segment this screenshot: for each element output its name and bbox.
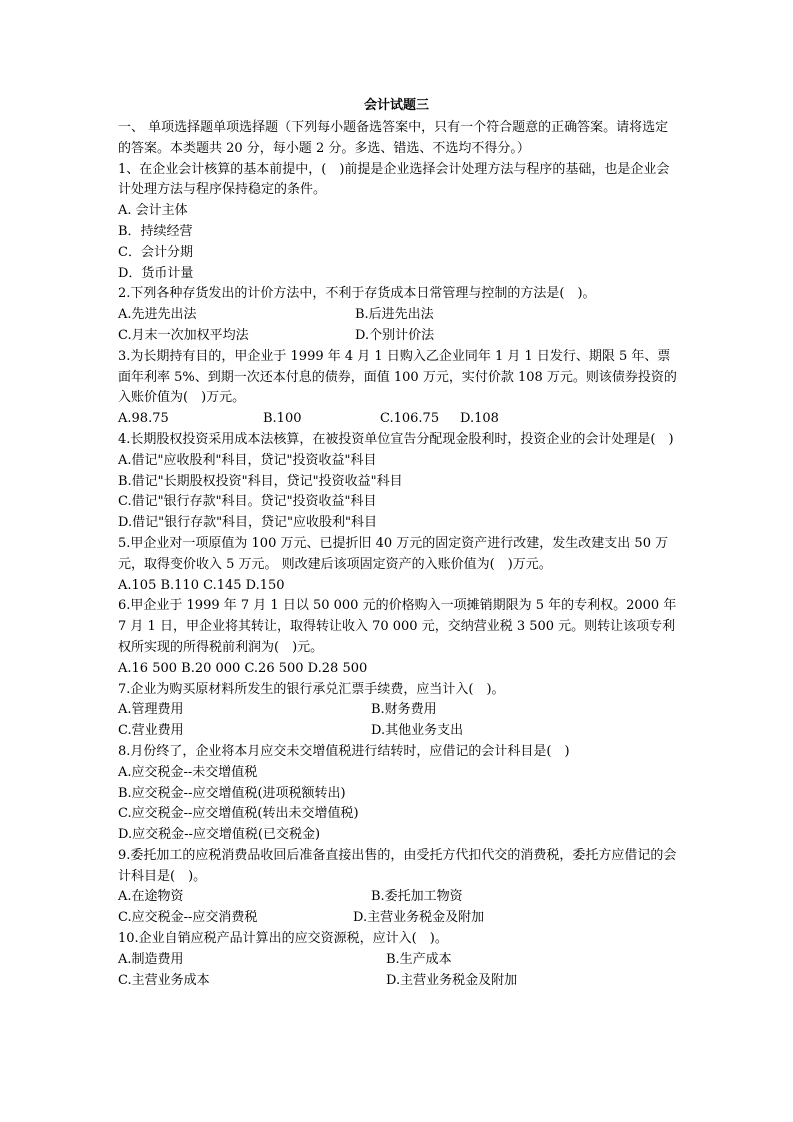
question-7-option-a: A.管理费用 [118,702,184,718]
question-1-option-d: D．货币计量 [118,265,194,281]
question-8-option-b: B.应交税金--应交增值税(进项税额转出) [118,785,346,801]
question-2-option-d: D.个别计价法 [355,327,435,343]
question-3-option-c: C.106.75 [380,411,440,427]
question-9-stem: 9.委托加工的应税消费品收回后准备直接出售的，由受托方代扣代交的消费税，委托方应借记的会计科目是( )。 [118,847,677,884]
page-title: 会计试题三 [363,98,429,113]
question-8-option-d: D.应交税金--应交增值税(已交税金) [118,827,321,843]
question-8-option-c: C.应交税金--应交增值税(转出未交增值税) [118,806,359,822]
section-intro: 一、 单项选择题单项选择题（下列每小题备选答案中，只有一个符合题意的正确答案。请将选定的答案。本类题共 20 分，每小题 2 分。多选、错选、不选均不得分。） [118,120,669,156]
question-8-option-a: A.应交税金--未交增值税 [118,764,258,780]
question-9-option-c: C.应交税金--应交消费税 [118,910,258,926]
question-4-option-c: C.借记"银行存款"科目。贷记"投资收益"科目 [118,494,377,510]
question-9-option-d: D.主营业务税金及附加 [353,910,485,926]
question-1-stem: 1、在企业会计核算的基本前提中，( )前提是企业选择会计处理方法与程序的基础，也是企业会计处理方法与程序保持稳定的条件。 [118,161,670,198]
question-1-option-b: B．持续经营 [118,223,193,239]
question-7-options-row-2 [118,721,678,742]
question-7-stem: 7.企业为购买原材料所发生的银行承兑汇票手续费，应当计入( )。 [118,681,505,697]
question-7-option-d: D.其他业务支出 [371,723,464,739]
question-1-option-a: A. 会计主体 [118,203,188,219]
question-7-option-c: C.营业费用 [118,723,184,739]
question-7-option-b: B.财务费用 [371,702,437,718]
question-4-option-d: D.借记"银行存款"科目，贷记"应收股利"科目 [118,515,378,531]
question-10-option-c: C.主营业务成本 [118,972,210,988]
question-5-options: A.105 B.110 C.145 D.150 [118,577,285,593]
question-2-stem: 2.下列各种存货发出的计价方法中，不利于存货成本日常管理与控制的方法是( )。 [118,286,596,302]
question-10-option-a: A.制造费用 [118,951,184,967]
question-10-option-d: D.主营业务税金及附加 [386,972,518,988]
question-2-option-c: C.月末一次加权平均法 [118,327,249,343]
question-3-stem: 3.为长期持有目的，甲企业于 1999 年 4 月 1 日购入乙企业同年 1 月 1 日发行、期限 5 年、票面年利率 5%、到期一次还本付息的债券，面值 100 万元，实付价款 108 万元。则该债券投资的入账价值为( )万元。 [118,348,677,406]
question-3-option-a: A.98.75 [118,411,169,427]
question-2-option-b: B.后进先出法 [355,307,434,323]
question-5-stem: 5.甲企业对一项原值为 100 万元、已提折旧 40 万元的固定资产进行改建，发生改建支出 50 万元，取得变价收入 5 万元。 则改建后该项固定资产的入账价值为( )万元。 [118,535,669,572]
question-2-option-a: A.先进先出法 [118,307,197,323]
exam-content [118,118,678,991]
question-4-stem: 4.长期股权投资采用成本法核算，在被投资单位宣告分配现金股利时，投资企业的会计处理是( ) [118,431,674,447]
question-7-options-row-1 [118,700,678,721]
question-8-stem: 8.月份终了，企业将本月应交未交增值税进行结转时，应借记的会计科目是( ) [118,743,570,759]
question-2-options-row-2 [118,326,678,347]
question-3-options-row [118,409,678,430]
question-10-stem: 10.企业自销应税产品计算出的应交资源税，应计入( )。 [118,931,448,947]
question-9-options-row-2 [118,908,678,929]
question-10-option-b: B.生产成本 [386,951,452,967]
question-1-option-c: C．会计分期 [118,244,193,260]
question-3-option-d: D.108 [460,411,499,427]
question-9-option-a: A.在途物资 [118,889,184,905]
question-4-option-b: B.借记"长期股权投资"科目，贷记"投资收益"科目 [118,473,403,489]
question-3-option-b: B.100 [263,411,302,427]
question-6-stem: 6.甲企业于 1999 年 7 月 1 日以 50 000 元的价格购入一项摊销期限为 5 年的专利权。2000 年 7 月 1 日，甲企业将其转让，取得转让收入 70 000 元，交纳营业税 3 500 元。则转让该项专利权所实现的所得税前利润为( )元。 [118,598,677,655]
question-6-options: A.16 500 B.20 000 C.26 500 D.28 500 [118,660,368,676]
question-2-options-row-1 [118,305,678,326]
question-4-option-a: A.借记"应收股利"科目，贷记"投资收益"科目 [118,452,377,468]
question-9-option-b: B.委托加工物资 [371,889,463,905]
question-10-options-row-2 [118,971,678,992]
question-9-options-row-1 [118,887,678,908]
question-10-options-row-1 [118,950,678,971]
